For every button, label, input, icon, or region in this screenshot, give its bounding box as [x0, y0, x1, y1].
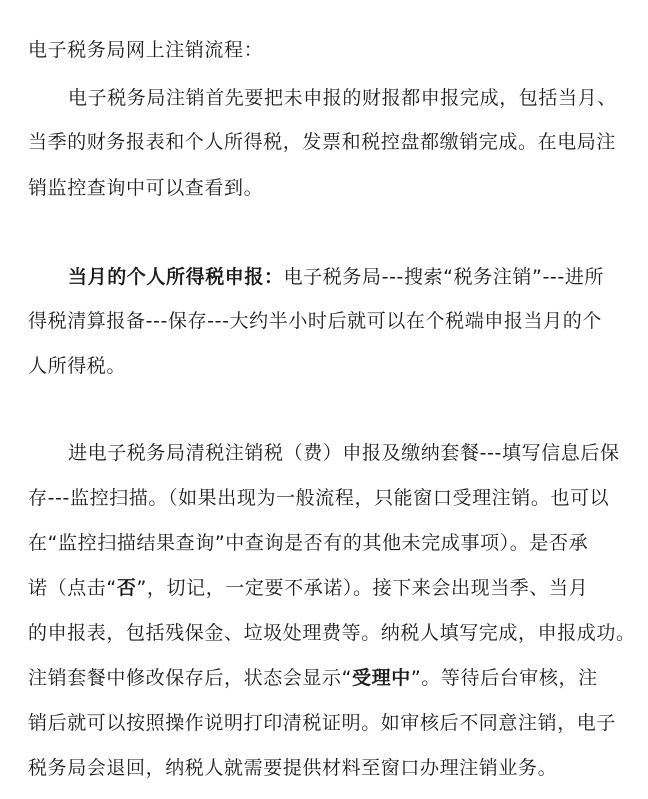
paragraph-3-line-6: [28, 666, 598, 690]
paragraph-3-line-1: 进电子税务局清税注销税（费）申报及缴纳套餐---填写信息后保: [68, 442, 620, 464]
paragraph-3-line-3: 在“监控扫描结果查询”中查询是否有的其他未完成事项）。是否承: [28, 532, 589, 554]
paragraph-3-line-4: [28, 576, 588, 600]
paragraph-3-line-4-start: 诺（点击“: [28, 577, 117, 599]
paragraph-3-line-2: 存---监控扫描。（如果出现为一般流程，只能窗口受理注销。也可以: [28, 487, 610, 509]
paragraph-3-bold-status: 受理中: [352, 667, 411, 689]
paragraph-3-line-6-start: 注销套餐中修改保存后，状态会显示“: [28, 667, 353, 689]
paragraph-3-line-7: 销后就可以按照操作说明打印清税证明。如审核后不同意注销，电子: [28, 712, 617, 734]
paragraph-3-line-4-end: ”，切记，一定要不承诺）。接下来会出现当季、当月: [136, 577, 589, 599]
paragraph-3-line-8: 税务局会退回，纳税人就需要提供材料至窗口办理注销业务。: [28, 757, 558, 779]
paragraph-2-line-1: [68, 265, 604, 289]
paragraph-1-line-3: 销监控查询中可以查看到。: [28, 177, 264, 199]
paragraph-3-bold-no: 否: [116, 577, 137, 599]
document-title: 电子税务局网上注销流程：: [28, 39, 264, 61]
paragraph-3-line-5: 的申报表，包括残保金、垃圾处理费等。纳税人填写完成，申报成功。: [28, 622, 636, 644]
paragraph-2-line-1-text: 电子税务局---搜索“税务注销”---进所: [283, 266, 605, 288]
paragraph-1-line-2: 当季的财务报表和个人所得税，发票和税控盘都缴销完成。在电局注: [28, 131, 617, 153]
paragraph-2-line-3: 人所得税。: [28, 355, 127, 377]
paragraph-2-heading: 当月的个人所得税申报：: [68, 266, 284, 288]
paragraph-1-line-1: 电子税务局注销首先要把未申报的财报都申报完成，包括当月、: [68, 87, 617, 109]
paragraph-2-line-2: 得税清算报备---保存---大约半小时后就可以在个税端申报当月的个: [28, 310, 602, 332]
paragraph-3-line-6-end: ”。等待后台审核，注: [410, 667, 598, 689]
